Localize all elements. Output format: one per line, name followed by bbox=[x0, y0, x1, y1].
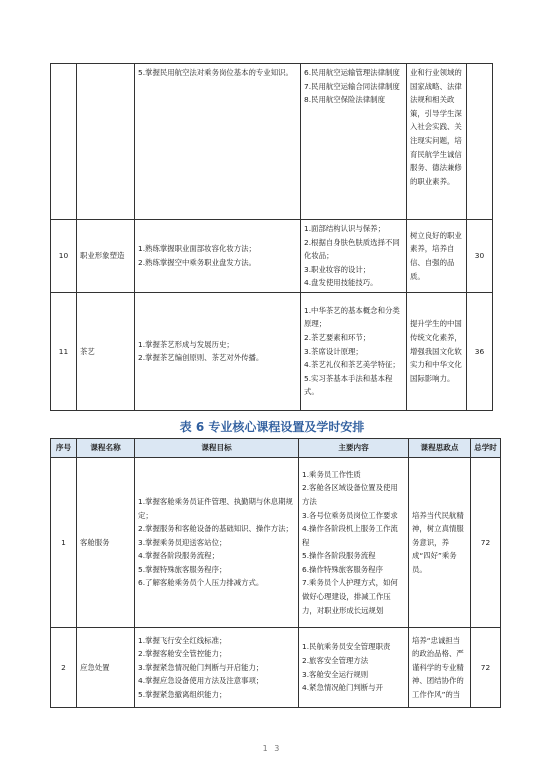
goal-item: 4.掌握应急设备使用方法及注意事项； bbox=[138, 676, 264, 686]
content-item: 5.操作各阶段服务流程 bbox=[302, 551, 376, 561]
goal-item: 1.掌握客舱乘务员证件管理、执勤期与休息期规定； bbox=[138, 496, 293, 520]
goal-item: 1.熟练掌握职业面部妆容化妆方法； bbox=[138, 244, 256, 254]
course-goals-cell bbox=[135, 64, 301, 220]
header-cell: 总学时 bbox=[471, 439, 501, 458]
content-item: 2.茶艺要素和环节； bbox=[304, 333, 371, 343]
main-content-cell bbox=[299, 458, 409, 628]
content-item: 8.民用航空保险法律制度 bbox=[304, 95, 385, 105]
header-cell: 主要内容 bbox=[299, 439, 409, 458]
page-number: 1 3 bbox=[262, 744, 282, 753]
table-row bbox=[51, 220, 493, 293]
course-goals-cell bbox=[135, 220, 301, 293]
course-name-cell: 茶艺 bbox=[77, 292, 135, 410]
course-goals-cell bbox=[135, 628, 299, 708]
ideology-cell: 培养当代民航精神，树立真情服务意识，养成“四好”乘务员。 bbox=[409, 458, 471, 628]
content-item: 1.乘务员工作性质 bbox=[302, 469, 361, 479]
goal-item: 5.掌握特殊旅客服务程序； bbox=[138, 564, 227, 574]
goal-item: 2.掌握服务和客舱设备的基础知识、操作方法； bbox=[138, 524, 293, 534]
goal-item: 2.掌握客舱安全管控能力； bbox=[138, 649, 227, 659]
content-item: 7.乘务员个人护理方式，如何做好心理建设，排减工作压力，对职业形成长远规划 bbox=[302, 578, 398, 615]
content-item: 3.各号位乘务员岗位工作要求 bbox=[302, 510, 398, 520]
content-item: 6.民用航空运输管理法律制度 bbox=[304, 68, 400, 77]
course-table-continued bbox=[50, 63, 493, 411]
table-row bbox=[51, 64, 493, 220]
hours-cell: 72 bbox=[471, 458, 501, 628]
goal-item: 4.掌握各阶段服务流程； bbox=[138, 551, 219, 561]
content-item: 4.盘发使用技能技巧。 bbox=[304, 278, 378, 288]
goal-item: 5.掌握紧急撤离组织能力； bbox=[138, 689, 227, 699]
content-item: 3.职业妆容的设计； bbox=[304, 264, 371, 274]
table-title: 表 6 专业核心课程设置及学时安排 bbox=[179, 420, 365, 434]
ideology-cell: 提升学生的中国传统文化素养，增强我国文化软实力和中华文化国际影响力。 bbox=[407, 292, 467, 410]
main-content-cell bbox=[301, 292, 407, 410]
course-name-cell: 客舱服务 bbox=[77, 458, 135, 628]
goal-item: 3.掌握乘务员迎送客站位； bbox=[138, 537, 227, 547]
content-item: 2.客舱各区域设备位置及使用方法 bbox=[302, 483, 398, 506]
content-item: 5.实习茶基本手法和基本程式。 bbox=[304, 373, 393, 397]
main-content-cell bbox=[301, 64, 407, 220]
goal-item: 2.熟练掌握空中乘务职业盘发方法。 bbox=[138, 257, 256, 267]
content-item: 1.民航乘务员安全管理职责 bbox=[302, 642, 391, 652]
core-course-table bbox=[50, 438, 501, 708]
course-goals-cell bbox=[135, 292, 301, 410]
content-item: 1.面部结构认识与保养； bbox=[304, 224, 385, 233]
hours-cell: 72 bbox=[471, 628, 501, 708]
content-item: 2.根据自身肤色肤质选择不同化妆品； bbox=[304, 237, 400, 261]
content-item: 2.旅客安全管理方法 bbox=[302, 655, 369, 665]
content-item: 7.民用航空运输合同法律制度 bbox=[304, 81, 400, 91]
goal-item: 6.了解客舱乘务员个人压力排减方式。 bbox=[138, 578, 264, 588]
goal-item: 1.掌握茶艺形成与发展历史； bbox=[138, 339, 234, 349]
content-item: 4.紧急情况舱门判断与开 bbox=[302, 683, 383, 693]
hours-cell: 30 bbox=[467, 220, 493, 293]
content-item: 6.操作特殊旅客服务程序 bbox=[302, 564, 383, 574]
course-name-cell: 职业形象塑造 bbox=[77, 220, 135, 293]
content-item: 3.客舱安全运行规则 bbox=[302, 669, 369, 679]
header-cell: 课程目标 bbox=[135, 439, 299, 458]
goal-item: 5.掌握民用航空法对乘务岗位基本的专业知识。 bbox=[138, 68, 293, 77]
goal-item: 3.掌握紧急情况舱门判断与开启能力； bbox=[138, 662, 264, 672]
row-number-cell: 11 bbox=[51, 292, 77, 410]
header-cell: 课程名称 bbox=[77, 439, 135, 458]
header-cell: 课程思政点 bbox=[409, 439, 471, 458]
goal-item: 2.掌握茶艺编创原则、茶艺对外传播。 bbox=[138, 353, 264, 363]
hours-cell: 36 bbox=[467, 292, 493, 410]
ideology-cell: 树立良好的职业素养，培养自信、自强的品质。 bbox=[407, 220, 467, 293]
table-row bbox=[51, 292, 493, 410]
course-goals-cell bbox=[135, 458, 299, 628]
header-row bbox=[51, 439, 501, 458]
row-number-cell bbox=[51, 64, 77, 220]
header-cell: 序号 bbox=[51, 439, 77, 458]
goal-item: 1.掌握飞行安全红线标准； bbox=[138, 635, 227, 645]
row-number-cell: 2 bbox=[51, 628, 77, 708]
course-name-cell: 应急处置 bbox=[77, 628, 135, 708]
row-number-cell: 1 bbox=[51, 458, 77, 628]
content-item: 4.操作各阶段机上服务工作流程 bbox=[302, 524, 398, 547]
course-name-cell bbox=[77, 64, 135, 220]
row-number-cell: 10 bbox=[51, 220, 77, 293]
table-row bbox=[51, 458, 501, 628]
ideology-cell: 业和行业领域的国家战略、法律法规和相关政策，引导学生深入社会实践、关注现实问题，培育民航学生诚信服务、德法兼修的职业素养。 bbox=[407, 64, 467, 220]
hours-cell bbox=[467, 64, 493, 220]
table-row bbox=[51, 628, 501, 708]
content-item: 1.中华茶艺的基本概念和分类原理； bbox=[304, 305, 400, 329]
ideology-cell: 培养“忠诚担当的政治品格、严谨科学的专业精神、团结协作的工作作风”的当 bbox=[409, 628, 471, 708]
main-content-cell bbox=[299, 628, 409, 708]
main-content-cell bbox=[301, 220, 407, 293]
content-item: 3.茶席设计原理； bbox=[304, 346, 363, 356]
content-item: 4.茶艺礼仪和茶艺美学特征； bbox=[304, 360, 400, 370]
